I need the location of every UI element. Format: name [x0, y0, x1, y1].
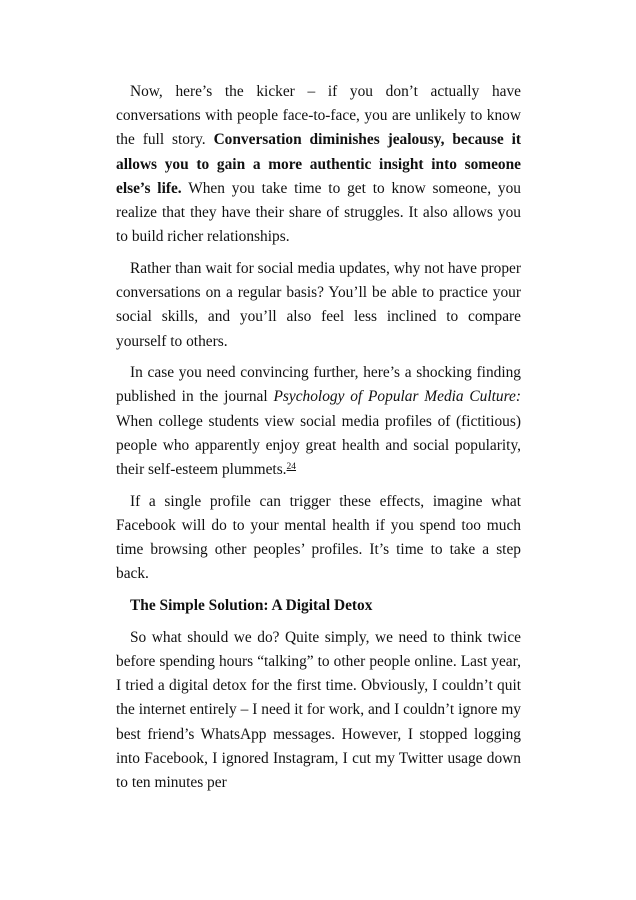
- paragraph-text: When you take time to get to know someone, you realize that they have their share of struggles. It also allows you to build richer relationships.: [116, 179, 521, 246]
- journal-title: Psychology of Popular Media Culture:: [273, 388, 522, 406]
- document-page: [116, 80, 521, 803]
- section-heading: The Simple Solution: A Digital Detox: [130, 597, 373, 615]
- paragraph-text: In case you need convincing further, here’s a shocking finding published in the journal: [116, 364, 521, 406]
- paragraph-conversation: [116, 80, 521, 249]
- paragraph-mental-health: If a single profile can trigger these effects, imagine what Facebook will do to your mental health if you spend too much time browsing other peoples’ profiles. It’s time to take a step back.: [116, 492, 521, 583]
- bold-emphasis: Conversation diminishes jealousy, because it allows you to gain a more authentic insight into someone else’s life.: [116, 131, 521, 197]
- paragraph-text: When college students view social media profiles of (fictitious) people who apparently enjoy great health and social popularity, their self-esteem plummets.: [116, 412, 521, 479]
- footnote-link[interactable]: 24: [286, 462, 297, 473]
- paragraph-digital-detox: So what should we do? Quite simply, we need to think twice before spending hours “talking” to other people online. Last year, I tried a digital detox for the first time. Obviously, I couldn’t quit the internet entirely – I need it for work, and I couldn’t ignore my best friend’s WhatsApp messages. However, I stopped logging into Facebook, I ignored Instagram, I cut my Twitter usage down to ten minutes per: [116, 628, 521, 791]
- paragraph-text: Now, here’s the kicker – if you don’t actually have conversations with people face-to-face, you are unlikely to know the full story.: [116, 83, 521, 149]
- paragraph-social-updates: Rather than wait for social media updates, why not have proper conversations on a regular basis? You’ll be able to practice your social skills, and you’ll also feel less inclined to compare yourself to others.: [116, 259, 521, 350]
- paragraph-research-finding: [116, 361, 521, 482]
